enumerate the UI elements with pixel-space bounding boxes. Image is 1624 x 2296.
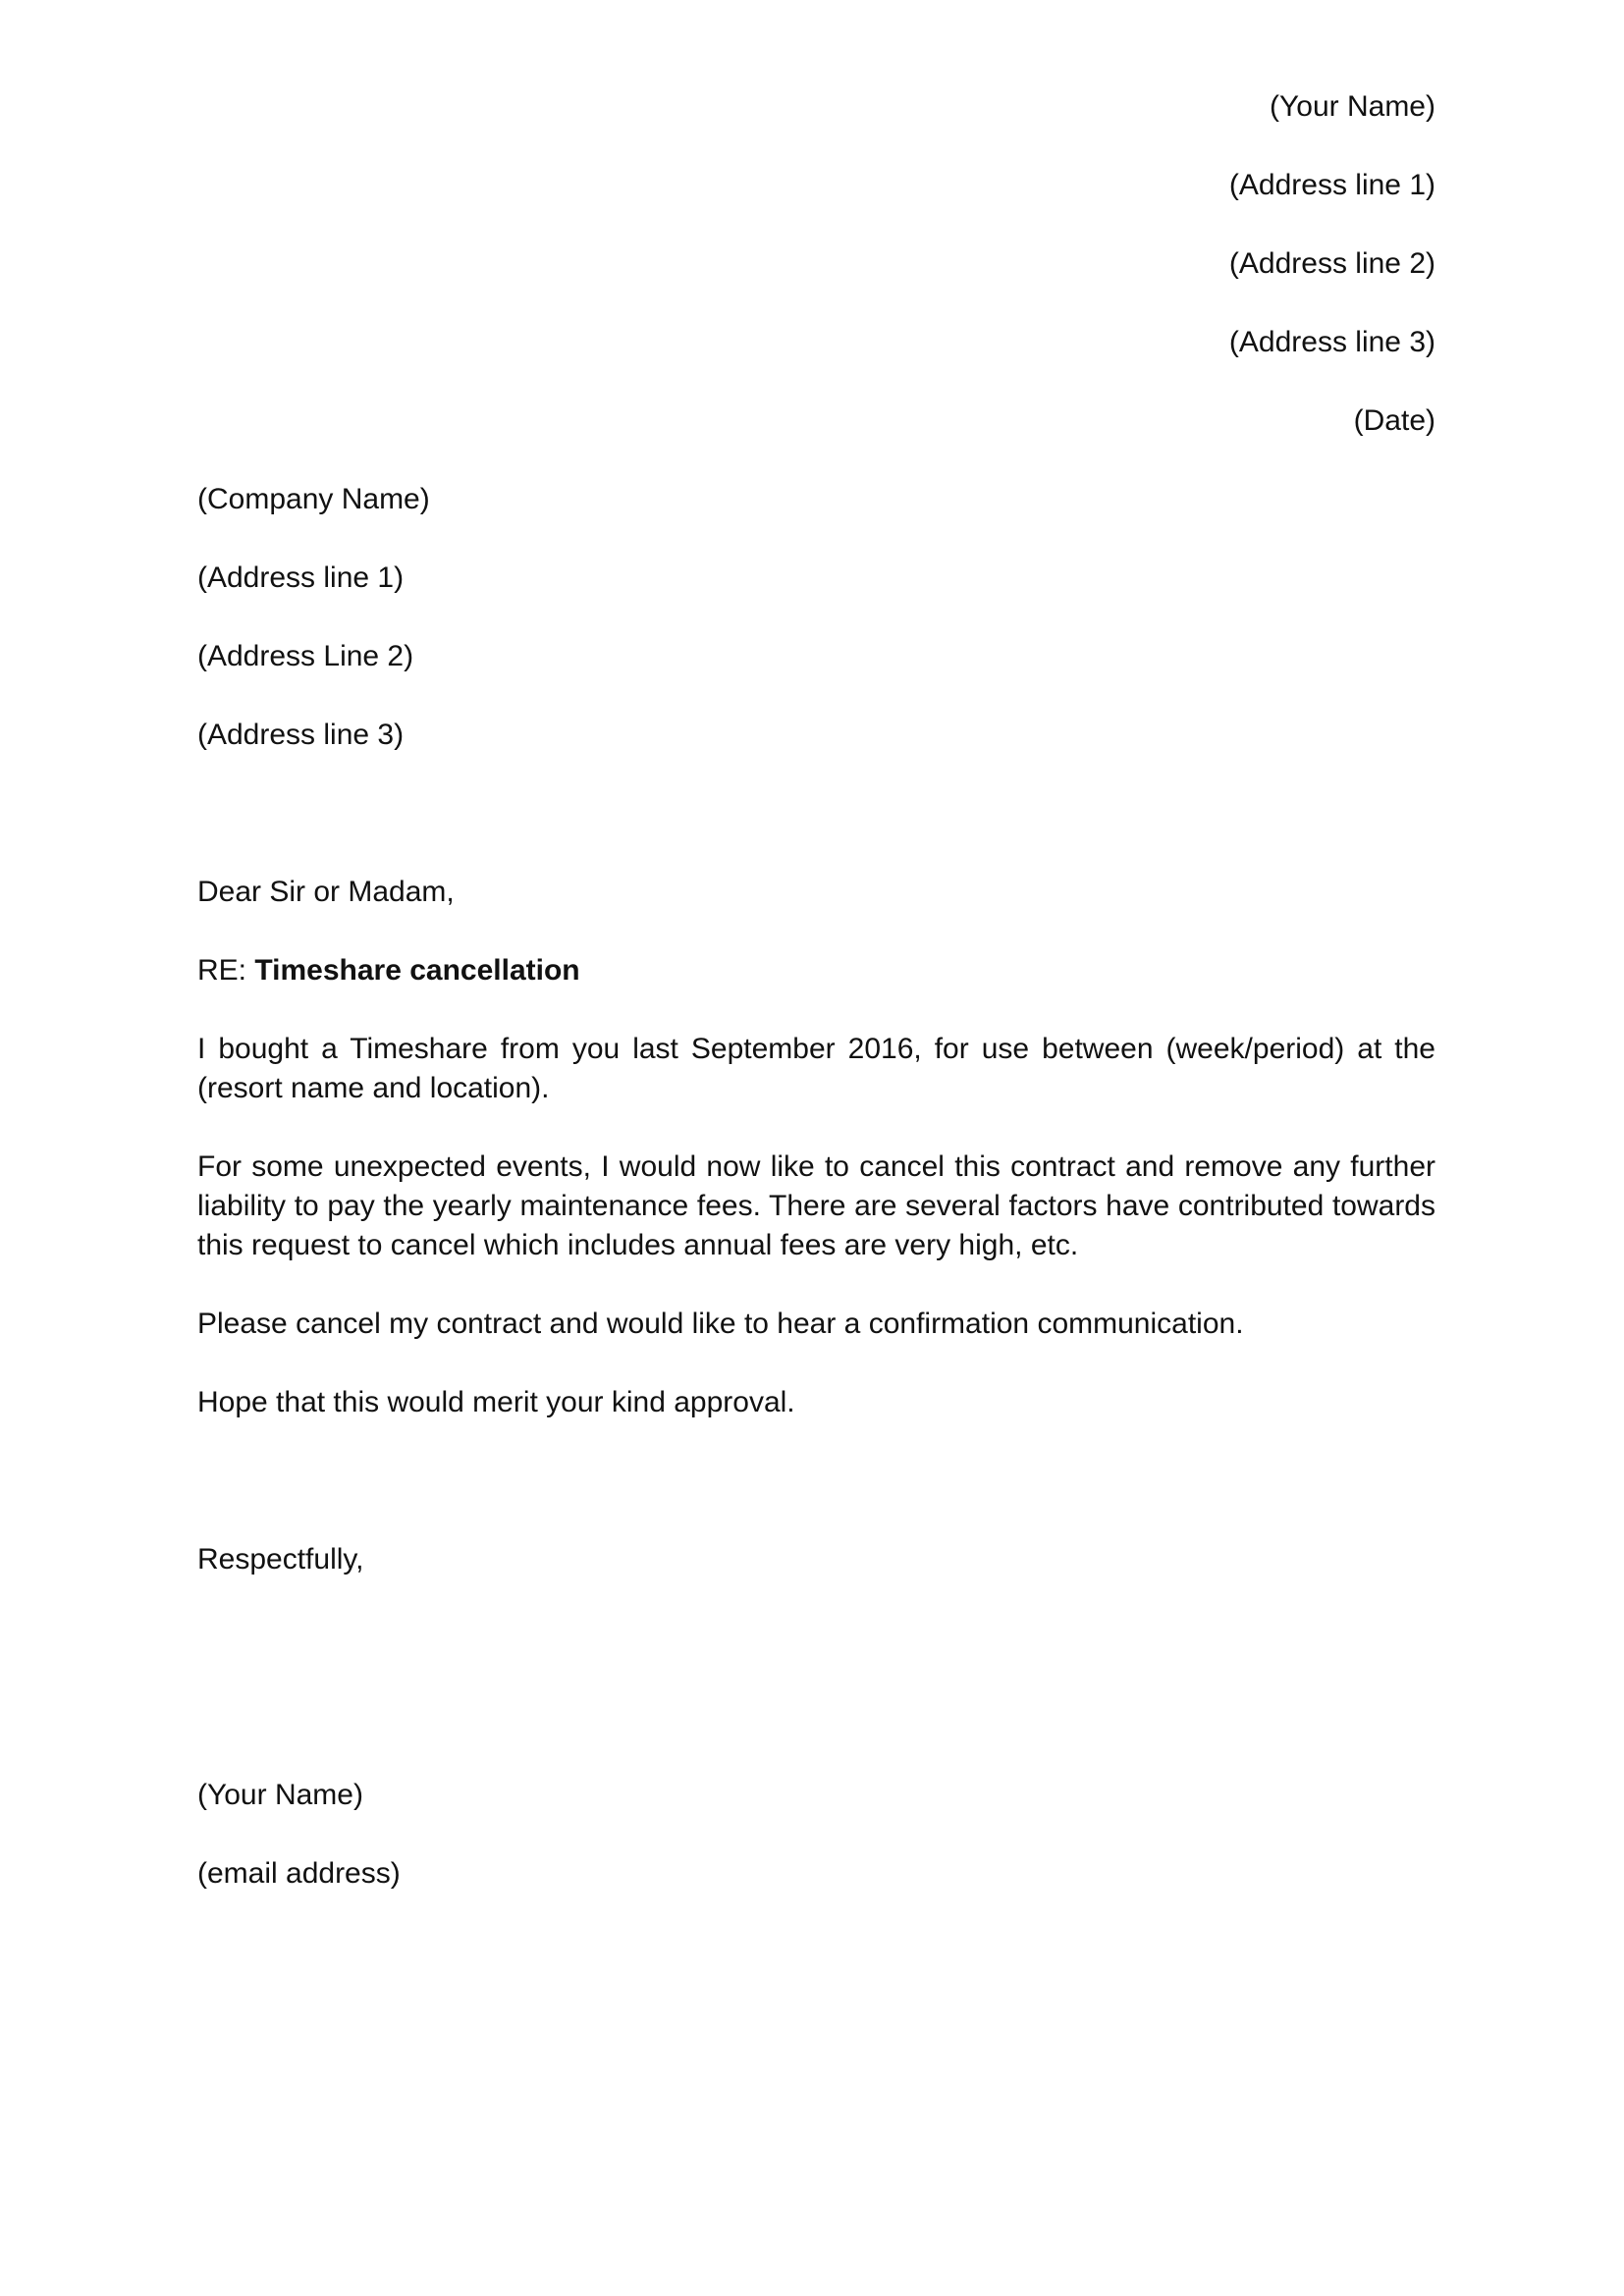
recipient-address-line-1: (Address line 1) bbox=[197, 561, 405, 594]
recipient-address-line-2: (Address Line 2) bbox=[197, 640, 414, 672]
signature-email: (email address) bbox=[197, 1857, 401, 1890]
salutation: Dear Sir or Madam, bbox=[197, 876, 455, 908]
sender-name: (Your Name) bbox=[1270, 90, 1435, 123]
body-paragraph-1: I bought a Timeshare from you last September 2016, for use between (week/period) at the (resort name and location). bbox=[197, 1033, 1435, 1104]
letter-date: (Date) bbox=[1353, 404, 1435, 437]
body-paragraph-3: Please cancel my contract and would like to hear a confirmation communication. bbox=[197, 1308, 1244, 1340]
signature-name: (Your Name) bbox=[197, 1779, 363, 1811]
subject-text: Timeshare cancellation bbox=[254, 954, 580, 987]
recipient-address-line-3: (Address line 3) bbox=[197, 719, 405, 751]
sender-address-line-2: (Address line 2) bbox=[1228, 247, 1435, 280]
body-paragraph-2: For some unexpected events, I would now like to cancel this contract and remove any further liability to pay the yearly maintenance fees. There are several factors have contributed towards this request to cancel which includes annual fees are very high, etc. bbox=[197, 1150, 1435, 1261]
sender-address-line-1: (Address line 1) bbox=[1228, 169, 1435, 201]
sender-address-line-3: (Address line 3) bbox=[1228, 326, 1435, 358]
recipient-company: (Company Name) bbox=[197, 483, 430, 515]
body-paragraph-4: Hope that this would merit your kind approval. bbox=[197, 1386, 795, 1418]
subject-prefix: RE: bbox=[197, 954, 255, 987]
subject-line bbox=[197, 951, 580, 990]
closing: Respectfully, bbox=[197, 1543, 364, 1575]
